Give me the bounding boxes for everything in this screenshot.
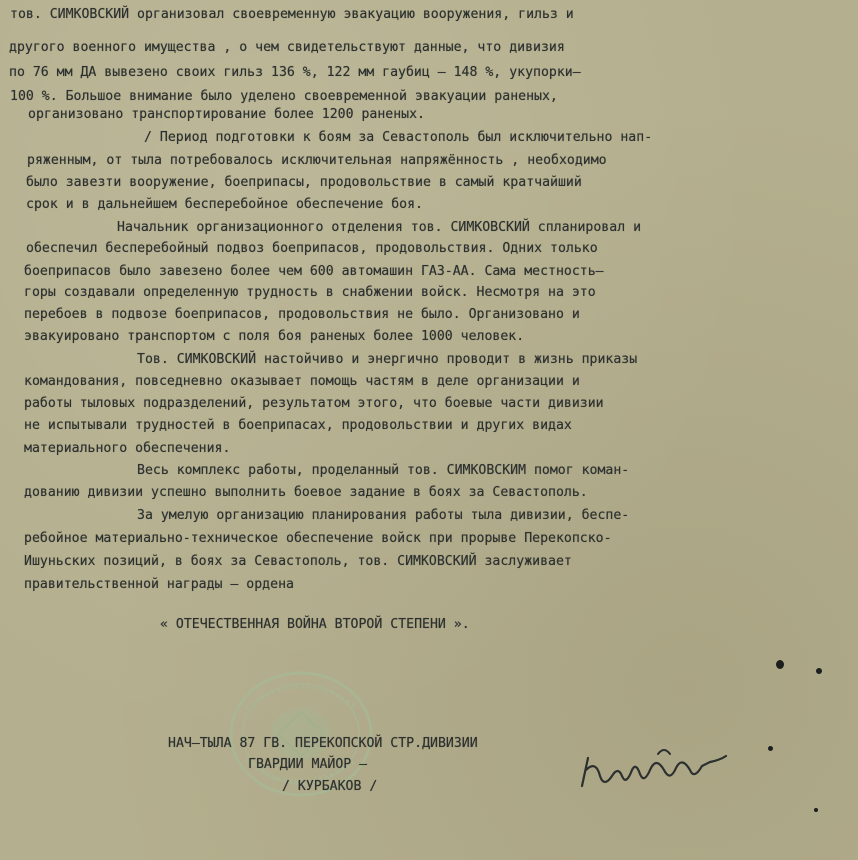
signatory-rank: ГВАРДИИ МАЙОР – (248, 757, 368, 772)
text-line-16: Тов. СИМКОВСКИЙ настойчиво и энергично проводит в жизнь приказы (137, 352, 638, 367)
text-line-21: Весь комплекс работы, проделанный тов. СИМКОВСКИМ помог коман- (137, 463, 630, 478)
text-line-14: перебоев в подвозе боеприпасов, продовольствия не было. Организовано и (24, 307, 580, 322)
text-line-3: по 76 мм ДА вывезено своих гильз 136 %, 122 мм гаубиц – 148 %, укупорки– (9, 65, 581, 80)
ink-blot (776, 660, 784, 669)
text-line-9: срок и в дальнейшем бесперебойное обеспечение боя. (26, 197, 423, 212)
text-line-23: За умелую организацию планирования работы тыла дивизии, беспе- (137, 508, 630, 523)
text-line-5: организовано транспортирование более 1200 раненых. (28, 107, 425, 122)
text-line-19: не испытывали трудностей в боеприпасах, продовольствии и других видах (24, 418, 572, 433)
signatory-name: / КУРБАКОВ / (282, 779, 378, 794)
text-line-24: ребойное материально-техническое обеспечение войск при прорыве Перекопско- (24, 531, 612, 546)
text-line-1: тов. СИМКОВСКИЙ организовал своевременную эвакуацию вооружения, гильз и (10, 7, 574, 22)
text-line-17: командования, повседневно оказывает помощь частям в деле организации и (24, 374, 580, 389)
text-line-15: эвакуировано транспортом с поля боя раненых более 1000 человек. (24, 329, 525, 344)
ink-blot (816, 668, 822, 674)
ink-blot (814, 808, 818, 812)
award-name: « ОТЕЧЕСТВЕННАЯ ВОЙНА ВТОРОЙ СТЕПЕНИ ». (160, 617, 470, 632)
text-line-8: было завезти вооружение, боеприпасы, продовольствие в самый кратчайший (26, 175, 582, 190)
text-line-26: правительственной награды – ордена (24, 577, 294, 592)
text-line-2: другого военного имущества , о чем свидетельствуют данные, что дивизия (9, 40, 565, 55)
text-line-11: обеспечил бесперебойный подвоз боеприпасов, продовольствия. Одних только (26, 241, 598, 256)
text-line-10: Начальник организационного отделения тов. СИМКОВСКИЙ спланировал и (117, 220, 642, 235)
signatory-position: НАЧ–ТЫЛА 87 ГВ. ПЕРЕКОПСКОЙ СТР.ДИВИЗИИ (168, 736, 478, 751)
text-line-7: ряженным, от тыла потребовалось исключительная напряжённость , необходимо (27, 153, 607, 168)
text-line-6: / Период подготовки к боям за Севастополь был исключительно нап- (144, 130, 653, 145)
ink-blot (768, 746, 773, 751)
text-line-4: 100 %. Большое внимание было уделено своевременной эвакуации раненых, (10, 89, 558, 104)
text-line-18: работы тыловых подразделений, результатом этого, что боевые части дивизии (24, 396, 604, 411)
text-line-12: боеприпасов было завезено более чем 600 автомашин ГАЗ-АА. Сама местность– (24, 264, 604, 279)
text-line-13: горы создавали определенную трудность в снабжении войск. Несмотря на это (24, 285, 596, 300)
signature-graphic (574, 740, 734, 800)
text-line-25: Ишуньских позиций, в боях за Севастополь, тов. СИМКОВСКИЙ заслуживает (24, 554, 572, 569)
text-line-20: материального обеспечения. (24, 441, 231, 456)
text-line-22: дованию дивизии успешно выполнить боевое задание в боях за Севастополь. (24, 485, 588, 500)
handwritten-signature (574, 740, 734, 800)
